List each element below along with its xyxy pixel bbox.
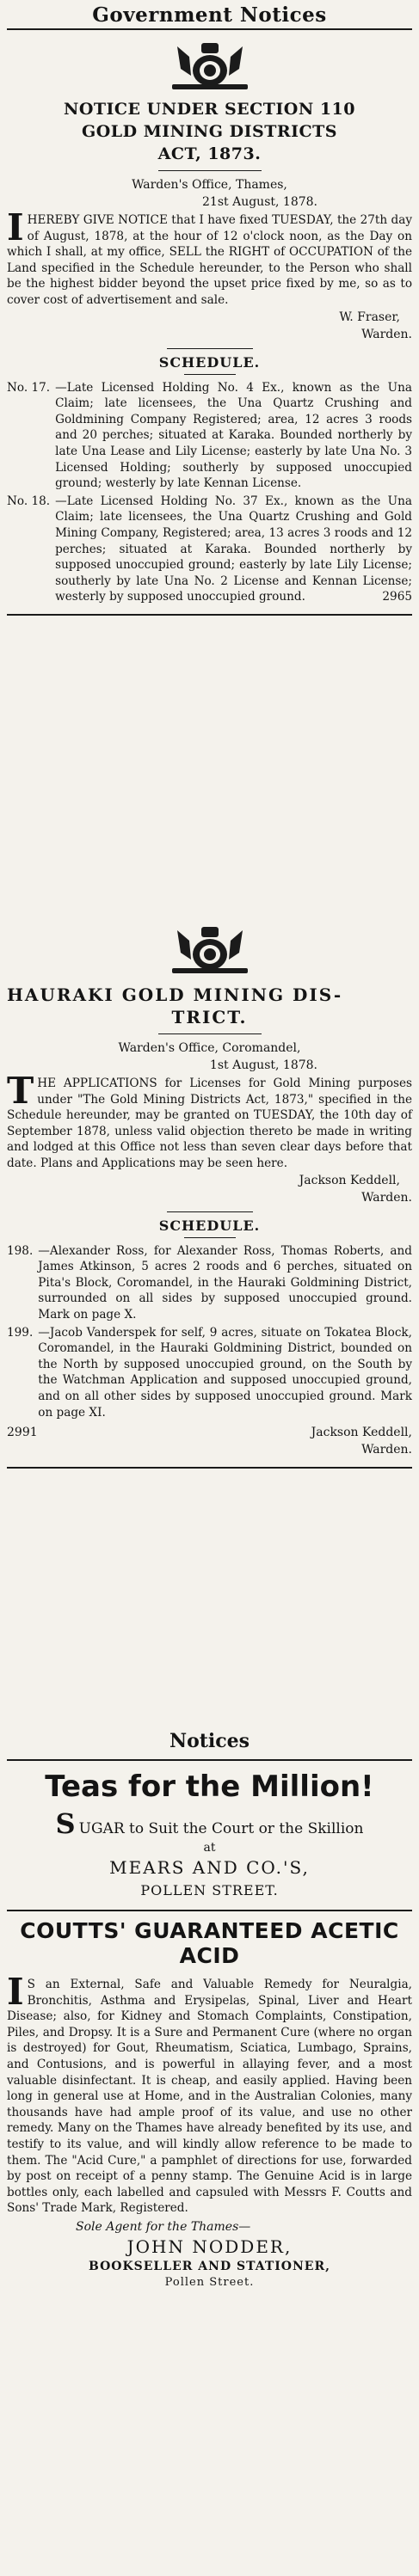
entry-number: No. 17. — [7, 380, 51, 395]
teas-advert — [7, 1769, 412, 1899]
notice-body — [7, 206, 412, 309]
advert-line — [7, 1807, 412, 1840]
entry-text: —Late Licensed Holding No. 4 Ex., known as the Una Claim; late licensees, the Una Quartz Crushing and Goldmining Company Registered; area, 12 acres 3 roods and 20 perches; situated at Karaka. Bounded northerly by late Una Lease and Lily License; easterly by late Una No. 3 Licensed Holding; southerly by supposed unoccupied ground; westerly by late Kennan License. — [55, 380, 412, 491]
drop-cap: S — [55, 1807, 76, 1840]
divider — [167, 348, 253, 349]
notices-section — [7, 1730, 412, 2291]
advert-body — [7, 1971, 412, 2217]
notice-body — [7, 1070, 412, 1172]
drop-cap: I — [7, 1971, 24, 2013]
date-line: 21st August, 1878. — [202, 195, 317, 209]
divider — [184, 374, 236, 375]
agent-trade: BOOKSELLER AND STATIONER, — [89, 2259, 330, 2273]
agent-street: Pollen Street. — [164, 2275, 255, 2289]
signature-title: Warden. — [361, 1190, 412, 1205]
divider — [7, 1467, 412, 1469]
schedule-heading: SCHEDULE. — [158, 353, 261, 371]
schedule-entry — [7, 1325, 412, 1421]
royal-crest-icon — [158, 922, 262, 977]
notice-title-line: NOTICE UNDER SECTION 110 — [63, 100, 355, 119]
advert-headline: COUTTS' GUARANTEED ACETIC ACID — [20, 1918, 399, 1968]
signature-name: W. Fraser, — [339, 310, 400, 324]
divider — [7, 614, 412, 616]
divider — [7, 28, 412, 30]
agent-name: JOHN NODDER, — [126, 2236, 293, 2257]
notice-section-110 — [7, 38, 412, 616]
notice-hauraki — [7, 922, 412, 1469]
divider — [184, 1237, 236, 1238]
signature-name: Jackson Keddell, — [299, 1173, 400, 1187]
advert-line: MEARS AND CO.'S, — [109, 1857, 310, 1878]
schedule-entry — [7, 494, 412, 605]
advert-headline: Teas for the Million! — [45, 1769, 374, 1804]
footer-signature — [311, 1424, 412, 1458]
entry-text — [50, 494, 412, 605]
entry-number: No. 18. — [7, 494, 51, 508]
divider — [158, 170, 262, 171]
entry-code: 2965 — [382, 590, 412, 604]
government-notices-header — [7, 3, 412, 30]
divider — [7, 1910, 412, 1911]
divider — [7, 1759, 412, 1761]
notice-body-text: HE APPLICATIONS for Licenses for Gold Mining purposes under "The Gold Mining Districts Act, 1873," specified in the Schedule hereunder, may be granted on TUESDAY, the 10th day of September 1878, unless valid objection thereto be made in writing and lodged at this Office not less than seven clear days before that date. Plans and Applications may be seen here. — [7, 1076, 412, 1170]
drop-cap: I — [7, 206, 24, 248]
date-line: 1st August, 1878. — [209, 1058, 317, 1072]
schedule-entry — [7, 380, 412, 492]
office-line: Warden's Office, Thames, — [132, 178, 287, 192]
advert-line: at — [203, 1841, 216, 1855]
drop-cap: T — [7, 1070, 34, 1112]
entry-number: 199. — [7, 1325, 34, 1340]
notice-code: 2991 — [7, 1426, 38, 1440]
office-line: Warden's Office, Coromandel, — [118, 1041, 301, 1055]
notice-title-line: GOLD MINING DISTRICTS — [82, 122, 337, 141]
divider — [167, 1211, 253, 1212]
entry-number: 198. — [7, 1243, 34, 1258]
notice-footer — [7, 1424, 412, 1458]
schedule-entry — [7, 1243, 412, 1323]
entry-text-body: —Late Licensed Holding No. 37 Ex., known as the Una Claim; late licensees, the Una Quartz Crushing and Gold Mining Company, Registered; area, 13 acres 3 roods and 12 perches; situated at Karaka. Bounded northerly by supposed unoccupied ground; easterly by late Lily License; southerly by late Una No. 2 License and Kennan License; westerly by supposed unoccupied ground. — [55, 494, 412, 604]
notice-title-line: ACT, 1873. — [157, 144, 262, 163]
notice-title-line: HAURAKI GOLD MINING DIS- — [7, 984, 343, 1005]
entry-text: —Jacob Vanderspek for self, 9 acres, situate on Tokatea Block, Coromandel, in the Hauraki Goldmining District, bounded on the North by supposed unoccupied ground, on the South by the Watchman Application and supposed unoccupied ground, and on all other sides by supposed unoccupied ground. Mark on page XI. — [38, 1325, 412, 1420]
signature-name: Jackson Keddell, — [311, 1426, 412, 1440]
advert-body-text: S an External, Safe and Valuable Remedy for Neuralgia, Bronchitis, Asthma and Erysipelas, Spinal, Liver and Heart Disease; also, for Kidney and Stomach Complaints, Constipation, Piles, and Dropsy. It is a Sure and Permanent Cure (where no organ is destroyed) for Gout, Rheumatism, Sciatica, Lumbago, Sprains, and Contusions, and is powerful in allaying fever, and a most valuable disinfectant. It is cheap, and easily applied. Having been long in general use at Home, and in the Australian Colonies, many thousands have had ample proof of its value, and use no other remedy. Many on the Thames have already benefited by its use, and testify to its value, and will kindly allow reference to be made to them. The "Acid Cure," a pamphlet of directions for use, forwarded by post on receipt of a penny stamp. The Genuine Acid is in large bottles only, each labelled and capsuled with Messrs F. Coutts and Sons' Trade Mark, Registered. — [7, 1978, 412, 2216]
divider — [158, 1033, 262, 1034]
notice-body-text: HEREBY GIVE NOTICE that I have fixed TUESDAY, the 27th day of August, 1878, at the hour of 12 o'clock noon, as the Day on which I shall, at my office, SELL the RIGHT of OCCUPATION of the Land specified in the Schedule hereunder, to the Person who shall be the highest bidder beyond the upset price fixed by me, so as to cover cost of advertisement and sale. — [7, 213, 412, 307]
signature-title: Warden. — [361, 327, 412, 341]
entry-text: —Alexander Ross, for Alexander Ross, Thomas Roberts, and James Atkinson, 5 acres 2 roods and 6 perches, situated on Pita's Block, Coromandel, in the Hauraki Goldmining District, surrounded on all sides by supposed unoccupied ground. Mark on page X. — [38, 1243, 412, 1322]
coutts-advert — [7, 1918, 412, 2291]
signature-title: Warden. — [361, 1443, 412, 1457]
section-title: Government Notices — [92, 3, 327, 27]
advert-text: UGAR to Suit the Court or the Skillion — [78, 1820, 364, 1837]
royal-crest-icon — [158, 38, 262, 93]
advert-line: POLLEN STREET. — [140, 1882, 279, 1898]
schedule-heading: SCHEDULE. — [158, 1217, 261, 1234]
agent-line: Sole Agent for the Thames— — [76, 2219, 251, 2234]
notice-title-line: TRICT. — [171, 1007, 248, 1027]
section-title: Notices — [169, 1730, 250, 1752]
